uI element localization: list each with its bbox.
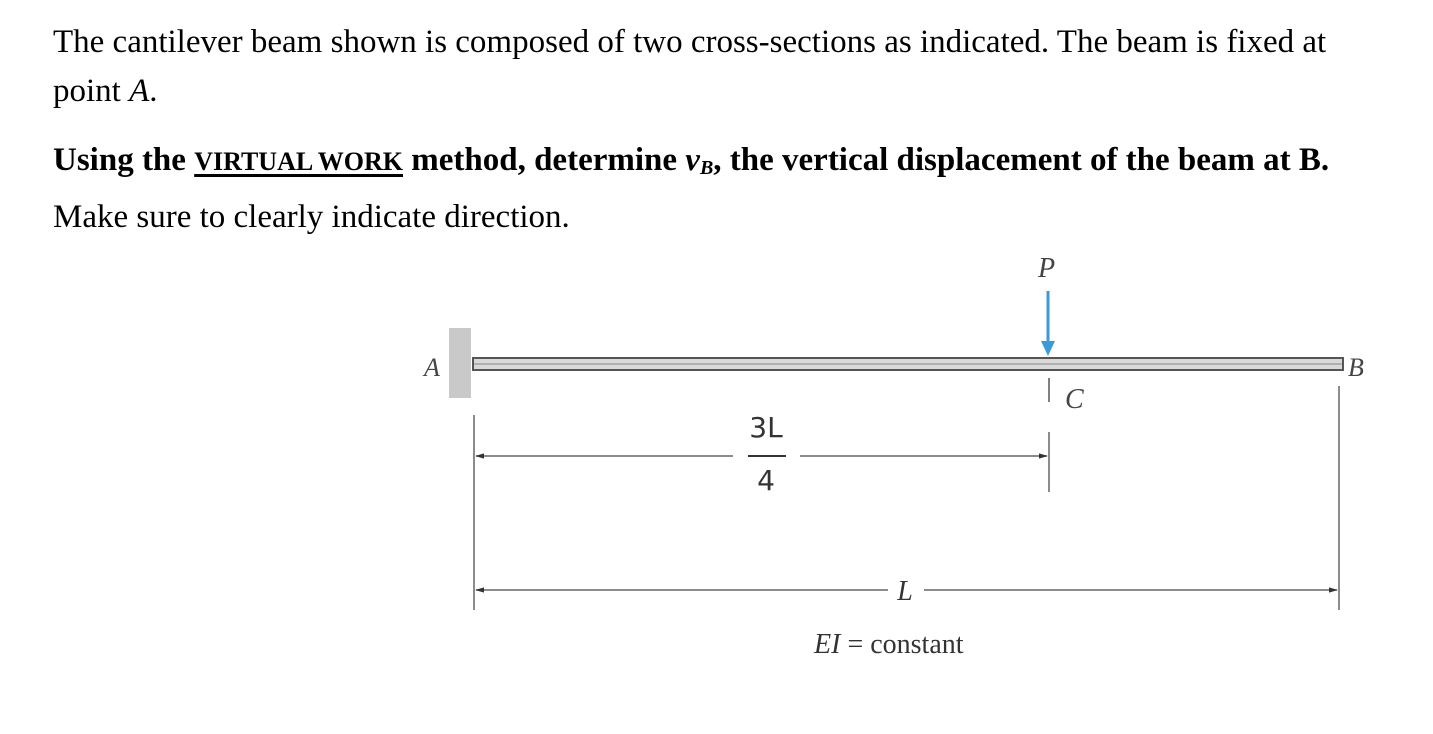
label-b: B xyxy=(1348,353,1364,382)
fixed-support-wall xyxy=(449,328,471,398)
displacement-subscript: B xyxy=(699,157,714,179)
direction-instruction: Make sure to clearly indicate direction. xyxy=(53,199,570,235)
dimension-short-denominator: 4 xyxy=(757,464,775,497)
period-text: . xyxy=(149,73,158,109)
determine-text: method, determine xyxy=(403,142,686,178)
displacement-description: , the vertical displacement of the beam at B. xyxy=(713,142,1330,178)
displacement-variable: v xyxy=(685,142,700,178)
point-a-text: A xyxy=(129,73,150,109)
using-text: Using the xyxy=(53,142,195,178)
load-arrow-head xyxy=(1041,341,1055,356)
label-a: A xyxy=(424,353,440,382)
intro-text: The cantilever beam shown is composed of two cross-sections as indicated. The beam is fixed at point xyxy=(53,24,1327,109)
load-label-p: P xyxy=(1038,253,1056,284)
stiffness-note xyxy=(813,629,964,660)
method-name: VIRTUAL WORK xyxy=(194,147,403,176)
dimension-short-numerator: 3L xyxy=(749,411,783,444)
stiffness-value: = constant xyxy=(840,629,964,660)
stiffness-symbol: EI xyxy=(814,629,841,660)
label-c: C xyxy=(1065,384,1084,415)
dimension-long-label: L xyxy=(897,576,913,607)
